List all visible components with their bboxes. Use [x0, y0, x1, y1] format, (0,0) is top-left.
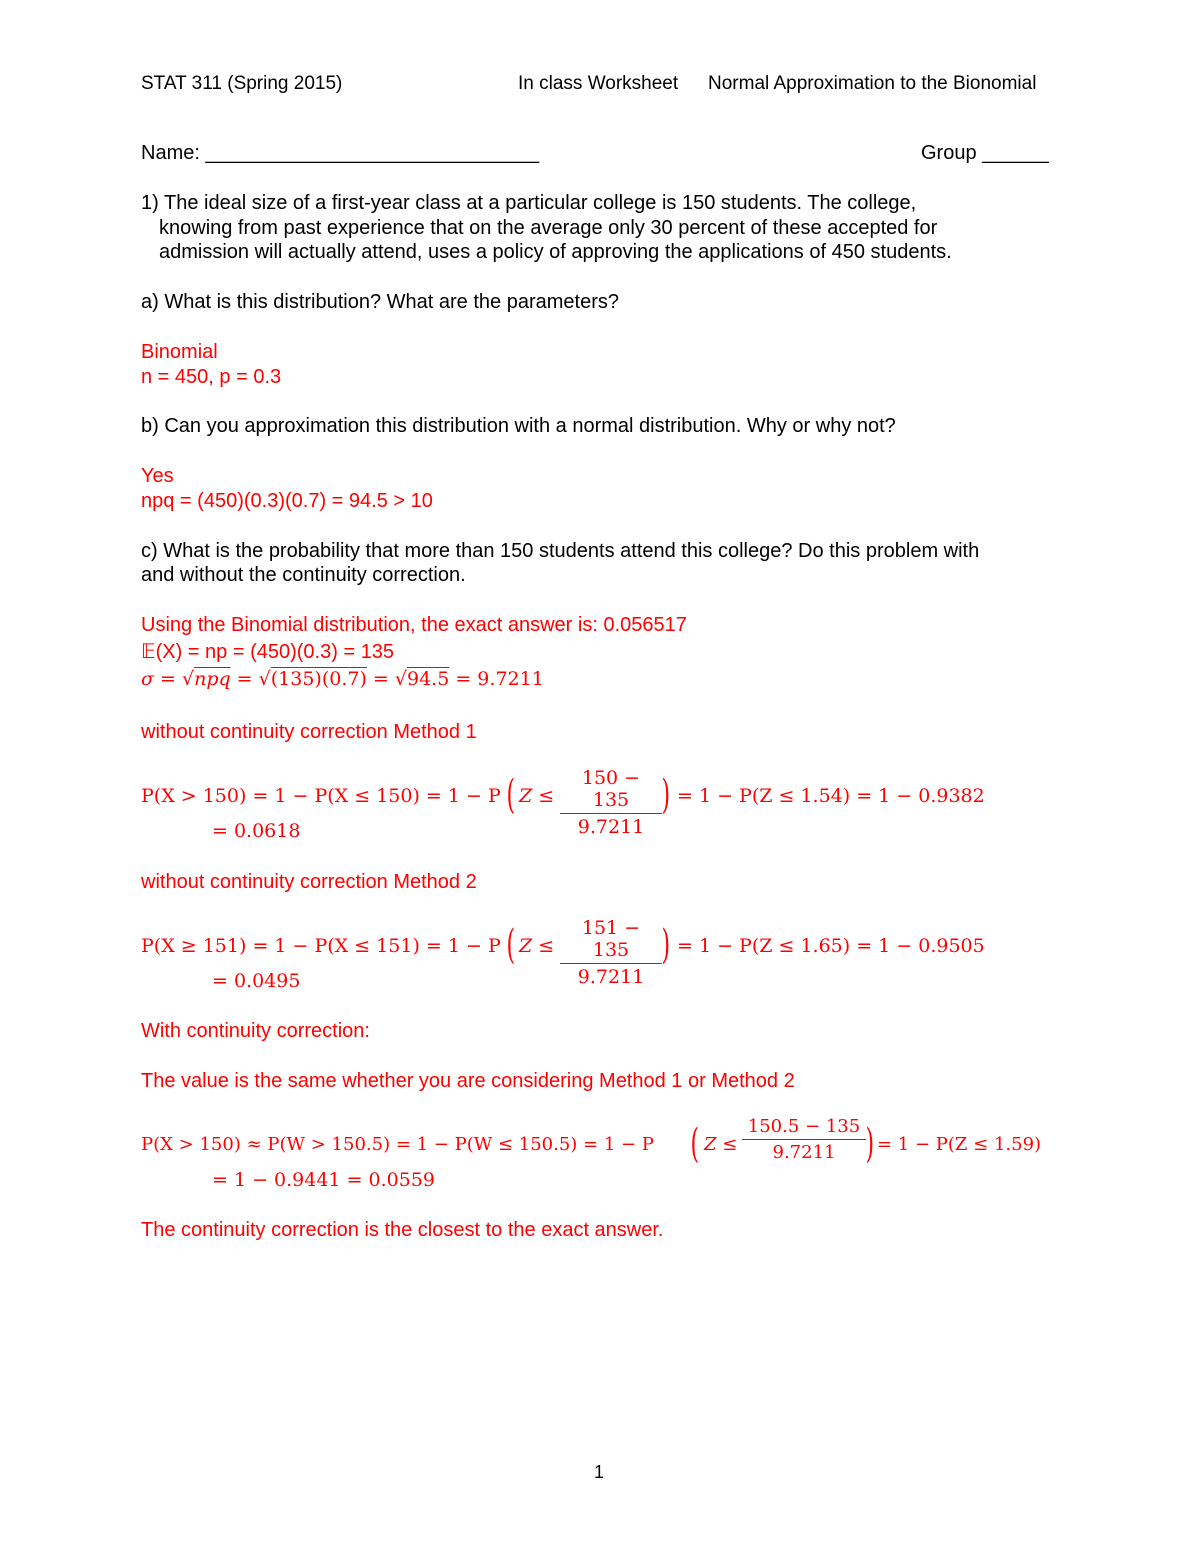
method2-right-paren: ) [661, 922, 671, 968]
method2-left-paren: ( [506, 922, 516, 968]
method1-right-paren: ) [661, 772, 671, 818]
cc-result: = 1 − 0.9441 = 0.0559 [212, 1169, 436, 1191]
part-b-question: b) Can you approximation this distribution with a normal distribution. Why or why not? [141, 415, 896, 437]
method2-fraction [560, 917, 662, 988]
method1-left-paren: ( [506, 772, 516, 818]
cc-z: Z ≤ [704, 1134, 738, 1155]
part-a-question: a) What is this distribution? What are the parameters? [141, 291, 619, 313]
part-b-answer-2: npq = (450)(0.3)(0.7) = 94.5 > 10 [141, 490, 433, 512]
cc-fraction [742, 1116, 866, 1163]
method1-numerator: 150 − 135 [581, 767, 641, 811]
cc-denominator: 9.7211 [742, 1139, 866, 1163]
method2-denominator: 9.7211 [560, 963, 662, 988]
method2-result: = 0.0495 [212, 970, 301, 992]
sqrt-variance: 94.5 [407, 668, 450, 690]
sqrt-product: (135)(0.7) [270, 668, 367, 690]
sqrt-npq: npq [194, 668, 231, 690]
method1-rhs: = 1 − P(Z ≤ 1.54) = 1 − 0.9382 [677, 785, 985, 807]
exact-answer: Using the Binomial distribution, the exact answer is: 0.056517 [141, 614, 687, 636]
part-c-question-2: and without the continuity correction. [141, 564, 466, 586]
cc-label: With continuity correction: [141, 1020, 370, 1042]
part-b-answer-1: Yes [141, 465, 174, 487]
name-line: Name: ______________________________ [141, 142, 540, 164]
conclusion: The continuity correction is the closest to the exact answer. [141, 1219, 664, 1241]
cc-rhs: = 1 − P(Z ≤ 1.59) [877, 1134, 1042, 1155]
page-number: 1 [594, 1462, 605, 1482]
header-worksheet: In class Worksheet [518, 73, 679, 94]
method1-fraction [560, 767, 662, 838]
method2-label: without continuity correction Method 2 [141, 871, 477, 893]
sigma-formula: σ = √npq = √(135)(0.7) = √94.5 = 9.7211 [141, 668, 544, 690]
expectation-line: 𝔼(X) = np = (450)(0.3) = 135 [141, 641, 395, 663]
method2-numerator: 151 − 135 [581, 917, 641, 961]
cc-lhs: P(X > 150) ≈ P(W > 150.5) = 1 − P(W ≤ 150.5) = 1 − P [141, 1134, 654, 1155]
header-course: STAT 311 (Spring 2015) [141, 73, 343, 94]
method1-z: Z ≤ [519, 785, 555, 807]
method2-z: Z ≤ [519, 935, 555, 957]
question-line-1: 1) The ideal size of a first-year class at a particular college is 150 students. The college, [141, 192, 917, 214]
part-c-question-1: c) What is the probability that more than 150 students attend this college? Do this problem with [141, 540, 980, 562]
group-line: Group ______ [921, 142, 1049, 164]
part-a-answer-2: n = 450, p = 0.3 [141, 366, 282, 388]
method1-denominator: 9.7211 [560, 813, 662, 838]
part-a-answer-1: Binomial [141, 341, 218, 363]
cc-numerator: 150.5 − 135 [747, 1116, 861, 1137]
cc-right-paren: ) [865, 1121, 875, 1167]
question-line-2: knowing from past experience that on the average only 30 percent of these accepted for [159, 217, 938, 239]
method1-lhs: P(X > 150) = 1 − P(X ≤ 150) = 1 − P [141, 785, 501, 807]
cc-left-paren: ( [690, 1121, 700, 1167]
method2-rhs: = 1 − P(Z ≤ 1.65) = 1 − 0.9505 [677, 935, 985, 957]
header-topic: Normal Approximation to the Bionomial [708, 73, 1037, 94]
cc-note: The value is the same whether you are considering Method 1 or Method 2 [141, 1070, 795, 1092]
method1-label: without continuity correction Method 1 [141, 721, 477, 743]
method2-lhs: P(X ≥ 151) = 1 − P(X ≤ 151) = 1 − P [141, 935, 501, 957]
method1-result: = 0.0618 [212, 820, 301, 842]
question-line-3: admission will actually attend, uses a policy of approving the applications of 450 students. [159, 241, 952, 263]
